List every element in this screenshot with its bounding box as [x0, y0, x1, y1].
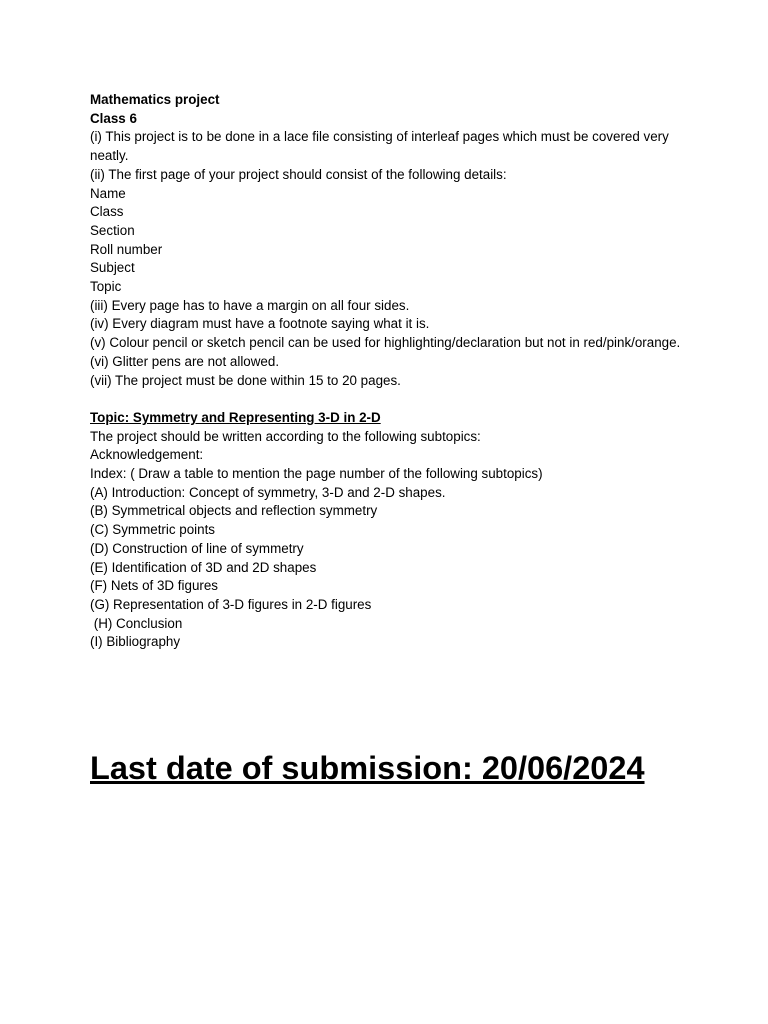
subtopic-item: (C) Symmetric points	[90, 522, 215, 538]
class-line: Class 6	[90, 110, 137, 126]
subtopic-item: (H) Conclusion	[90, 615, 183, 631]
rule-item: (vi) Glitter pens are not allowed.	[90, 353, 280, 369]
topic-heading: Topic: Symmetry and Representing 3-D in 2-D	[90, 409, 381, 425]
blank-line	[90, 390, 690, 409]
submission-deadline: Last date of submission: 20/06/2024	[90, 750, 645, 786]
subtopic-item: (E) Identification of 3D and 2D shapes	[90, 559, 317, 575]
rule-item: (i) This project is to be done in a lace file consisting of interleaf pages which must be covered very neatly.	[90, 129, 673, 164]
acknowledgement-line: Acknowledgement:	[90, 447, 204, 463]
detail-item: Subject	[90, 260, 135, 276]
subtopic-item: (A) Introduction: Concept of symmetry, 3-D and 2-D shapes.	[90, 484, 446, 500]
detail-item: Class	[90, 204, 124, 220]
detail-item: Section	[90, 222, 135, 238]
rule-item: (v) Colour pencil or sketch pencil can be used for highlighting/declaration but not in red/pink/orange.	[90, 335, 681, 351]
detail-item: Name	[90, 185, 126, 201]
rule-item: (iii) Every page has to have a margin on all four sides.	[90, 297, 410, 313]
subtopic-item: (I) Bibliography	[90, 634, 181, 650]
index-line: Index: ( Draw a table to mention the page number of the following subtopics)	[90, 466, 543, 482]
subtopic-item: (D) Construction of line of symmetry	[90, 540, 304, 556]
document-title: Mathematics project	[90, 92, 220, 107]
detail-item: Topic	[90, 279, 122, 295]
subtopic-item: (B) Symmetrical objects and reflection symmetry	[90, 503, 378, 519]
subtopic-item: (G) Representation of 3-D figures in 2-D figures	[90, 596, 372, 612]
detail-item: Roll number	[90, 241, 163, 257]
rule-item: (vii) The project must be done within 15 to 20 pages.	[90, 372, 401, 388]
rule-item: (ii) The first page of your project should consist of the following details:	[90, 166, 507, 182]
document-body	[90, 91, 690, 652]
subtopic-item: (F) Nets of 3D figures	[90, 578, 218, 594]
rule-item: (iv) Every diagram must have a footnote saying what it is.	[90, 316, 430, 332]
intro-text: The project should be written according to the following subtopics:	[90, 428, 481, 444]
